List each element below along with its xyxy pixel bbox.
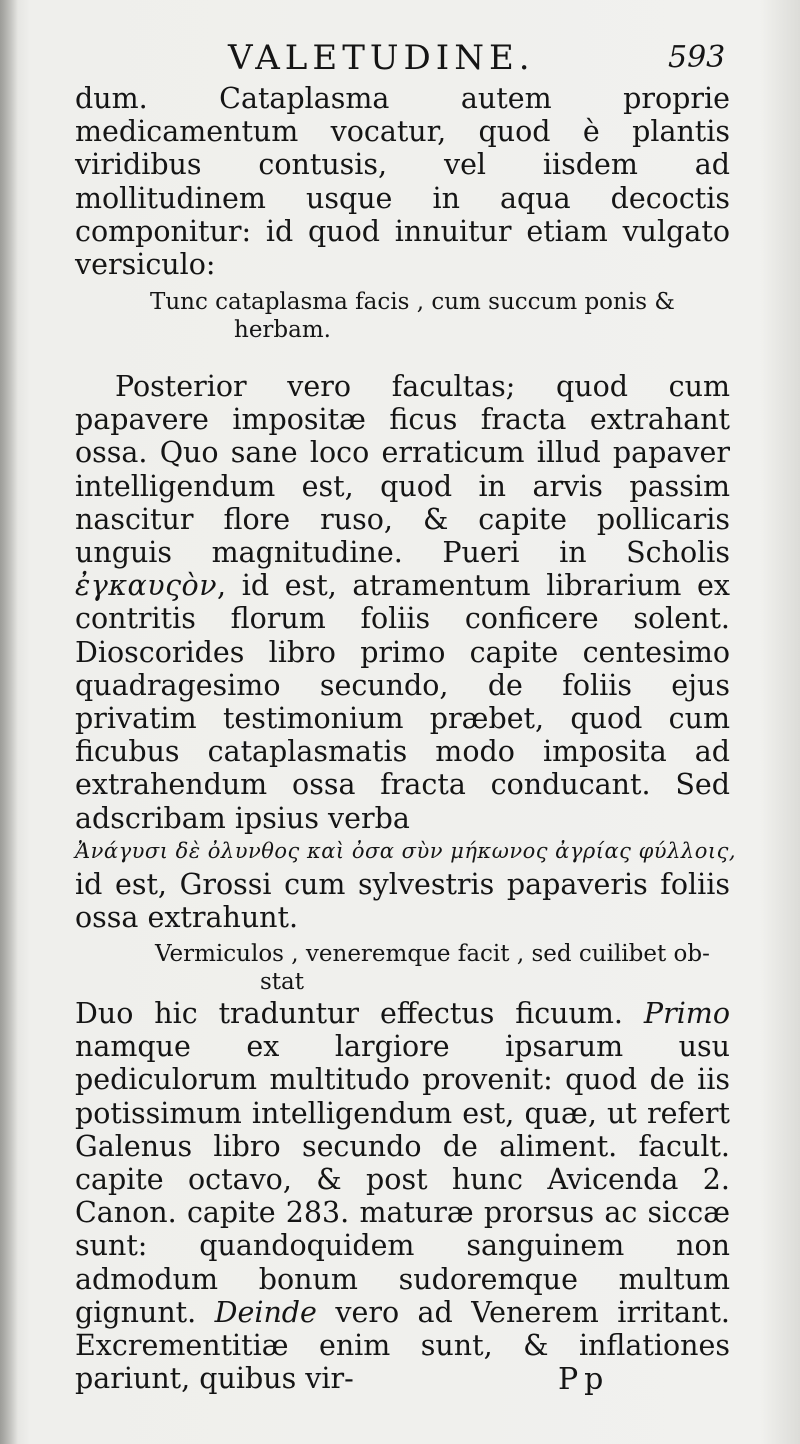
greek-quote: Ἀνάγυσι δὲ ὀλυνθος καὶ ὀσα σὺν μήκωνος ἀγρίας φύλλοις, (75, 838, 737, 863)
paragraph-2-part-b: , id est, atramentum librarium ex contritis florum foliis conficere solent. Dioscorides libro primo capite centesimo quadragesimo secundo, de foliis ejus privatim testimonium præbet, quod cum ficubus cataplasmatis modo imposita ad extrahendum ossa fracta conducant. Sed adscribam ipsius verba (75, 569, 730, 835)
paragraph-4 (75, 997, 730, 1395)
paragraph-3-text: id est, Grossi cum sylvestris papaveris foliis ossa extrahunt. (75, 867, 730, 935)
verse-2-line-2: stat (260, 969, 305, 995)
verse-1-line-1: Tunc cataplasma facis , cum succum ponis & (150, 289, 675, 315)
paragraph-2-part-a: Posterior vero facultas; quod cum papavere impositæ ficus fracta extrahant ossa. Quo sane loco erraticum illud papaver intelligendum est, quod in arvis passim nascitur flore ruso, & capite pollicaris unguis magnitudine. Pueri in Scholis (75, 370, 730, 570)
page-number: 593 (668, 40, 726, 75)
verse-2-line-1: Vermiculos , veneremque facit , sed cuilibet ob- (155, 941, 710, 967)
page-header (228, 38, 748, 78)
paragraph-4-part-c: vero ad Venerem irritant. Excrementitiæ enim sunt, & inflationes pariunt, quibus vir- (75, 1295, 730, 1396)
paragraph-1-text: dum. Cataplasma autem proprie medicamentum vocatur, quod è plantis viridibus contusis, vel iisdem ad mollitudinem usque in aqua decoctis componitur: id quod innuitur etiam vulgato versiculo: (75, 82, 730, 282)
verse-quote-1 (150, 288, 730, 344)
paragraph-2-text (75, 370, 730, 835)
verse-quote-2 (155, 940, 730, 996)
italic-primo: Primo (643, 997, 730, 1030)
paragraph-2 (75, 370, 737, 935)
greek-word: ἐγκαυςὸν (75, 569, 218, 603)
spine-shadow (0, 0, 18, 1444)
running-title: VALETUDINE. (228, 38, 535, 78)
paragraph-4-part-b: namque ex largiore ipsarum usu pediculorum multitudo provenit: quod de iis potissimum intelligendum est, quæ, ut refert Galenus libro secundo de aliment. facult. capite octavo, & post hunc Avicenda 2. Canon. capite 283. maturæ prorsus ac siccæ sunt: quandoquidem sanguinem non admodum bonum sudoremque multum gignunt. (75, 1030, 730, 1329)
paragraph-4-part-a: Duo hic traduntur effectus ficuum. (75, 997, 644, 1030)
paragraph-1 (75, 82, 730, 281)
paragraph-4-text (75, 997, 730, 1395)
italic-deinde: Deinde (214, 1295, 317, 1329)
signature-mark: Pp (558, 1362, 610, 1397)
verse-1-line-2: herbam. (234, 317, 331, 343)
